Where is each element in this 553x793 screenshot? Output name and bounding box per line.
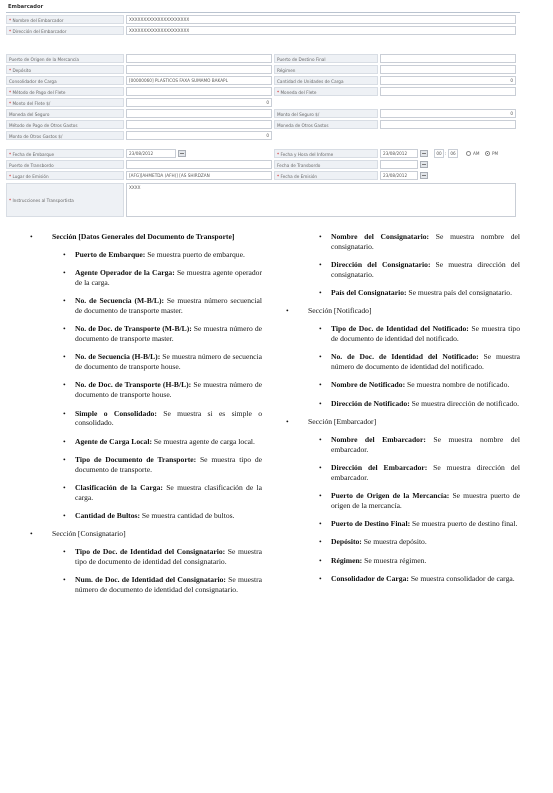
field-description [286,399,520,409]
field-explanation: Se muestra tipo de documento de identidad del notificado. [331,324,520,344]
field-description [30,324,262,344]
field-term: Nombre del Embarcador: [331,434,426,444]
calendar-icon[interactable] [420,161,428,168]
field-term: No. de Doc. de Identidad del Notificado: [331,352,479,362]
bullet-icon: • [63,483,66,493]
field-description [286,380,520,390]
bullet-icon: • [63,324,66,334]
grid-right-field[interactable]: 0 [380,109,516,118]
form-grid-row [6,98,520,107]
minute-field[interactable]: 06 [448,149,458,158]
field-explanation: Se muestra tipo de documento de transporte. [75,454,262,474]
field-description [286,556,520,566]
emision-row [6,171,520,180]
bullet-icon: • [30,232,33,241]
field-description [286,574,520,584]
fecha-transbordo-field[interactable] [380,160,418,169]
field-explanation: Se muestra agente operador de la carga. [75,268,262,287]
field-term: Régimen: [331,555,363,565]
field-description [286,519,520,529]
field-explanation: Se muestra nombre de notificado. [405,380,510,390]
time-separator: : [445,151,447,156]
field-description [30,575,262,595]
grid-left-label: * Método de Pago del Flete [6,87,124,96]
field-term: Tipo de Doc. de Identidad del Consignatario: [75,547,226,557]
shipper-address-row [6,26,520,35]
section-heading: • Sección [Embarcador] [286,417,377,427]
field-explanation: Se muestra depósito. [361,537,427,547]
bullet-icon: • [319,519,322,529]
lugar-emision-label: * Lugar de Emisión [6,171,124,180]
fecha-emision-field[interactable]: 23/08/2012 [380,171,418,180]
field-explanation: Se muestra tipo de documento de identidad del consignatario. [75,547,262,567]
bullet-icon: • [319,398,322,408]
grid-left-field[interactable] [126,120,272,129]
section-heading: • Sección [Datos Generales del Documento de Transporte] [30,232,235,241]
bullet-icon: • [319,574,322,584]
field-explanation: Se muestra número de secuencia de documento de transporte house. [75,352,263,372]
bullet-icon: • [319,537,322,547]
required-marker: * [9,18,13,23]
field-explanation: Se muestra dirección de notificado. [409,398,519,408]
left-column [30,232,262,603]
bullet-icon: • [319,352,322,362]
form-grid-row [6,120,520,129]
section-heading: • Sección [Notificado] [286,306,372,316]
grid-left-field[interactable]: 0 [126,98,272,107]
bullet-icon: • [319,324,322,334]
field-term: Tipo de Doc. de Identidad del Notificado: [331,324,469,334]
calendar-icon[interactable] [420,150,428,157]
shipper-name-label: * Nombre del Embarcador [6,15,124,24]
grid-left-field[interactable] [126,65,272,74]
field-explanation: Se muestra nombre del consignatario. [331,232,521,251]
grid-left-field[interactable] [126,54,272,63]
field-explanation: Se muestra dirección del consignatario. [331,260,520,279]
instrucciones-textarea[interactable]: XXXX [126,183,516,217]
field-description [286,435,520,455]
field-explanation: Se muestra cantidad de bultos. [140,511,235,521]
field-term: Nombre de Notificado: [331,380,406,390]
field-description [30,409,262,429]
bullet-icon: • [63,575,66,585]
field-term: Simple o Consolidado: [75,408,157,418]
field-description [30,455,262,475]
right-column [286,232,520,592]
field-description [30,547,262,567]
bullet-icon: • [286,306,289,316]
field-term: Agente de Carga Local: [75,436,152,446]
field-term: Tipo de Documento de Transporte: [75,454,197,464]
field-explanation: Se muestra puerto de embarque. [145,249,245,259]
field-term: No. de Doc. de Transporte (M-B/L): [75,324,192,334]
field-term: No. de Secuencia (M-B/L): [75,296,165,306]
grid-right-label: Régimen [274,65,378,74]
grid-right-label: Moneda de Otros Gastos [274,120,378,129]
bullet-icon: • [63,296,66,306]
field-term: Num. de Doc. de Identidad del Consignatario: [75,575,226,585]
bullet-icon: • [319,555,322,565]
form-grid-row [6,65,520,74]
field-term: Depósito: [331,537,362,547]
bullet-icon: • [63,352,66,362]
form-title: Embarcador [8,4,44,10]
bullet-icon: • [63,408,66,418]
field-explanation: Se muestra agente de carga local. [151,436,255,446]
grid-left-label: * Depósito [6,65,124,74]
field-description [30,352,262,372]
bullet-icon: • [319,380,322,390]
pm-radio[interactable] [485,151,490,156]
shipper-address-field[interactable]: XXXXXXXXXXXXXXXXXXXXX [126,26,516,35]
shipper-address-label: * Dirección del Embarcador [6,26,124,35]
grid-left-label: Moneda del Seguro [6,109,124,118]
field-explanation: Se muestra clasificación de la carga. [75,483,262,502]
field-term: Puerto de Destino Final: [331,519,411,529]
shipper-name-row [6,15,520,24]
bullet-icon: • [286,417,289,427]
grid-left-label: Consolidador de Carga [6,76,124,85]
lugar-emision-field[interactable]: [AFG][AHMETDA (AFH)] [AS SHIRDZAN [126,171,272,180]
field-explanation: Se muestra consolidador de carga. [408,574,515,584]
field-explanation: Se muestra número de documento de transporte master. [75,324,262,344]
grid-right-field[interactable] [380,120,516,129]
field-description [286,463,520,483]
field-term: Puerto de Origen de la Mercancía: [331,491,450,501]
field-term: Dirección del Embarcador: [331,462,428,472]
grid-right-field[interactable] [380,65,516,74]
field-term: Consolidador de Carga: [331,574,409,584]
field-description [30,437,262,447]
fecha-embarque-label: * Fecha de Embarque [6,149,124,158]
grid-right-label: Cantidad de Unidades de Carga [274,76,378,85]
grid-right-label: * Moneda del Flete [274,87,378,96]
grid-left-label: Monto de Otros Gastos $/ [6,131,124,140]
instrucciones-label: * Instrucciones al Transportista [6,183,124,217]
field-term: No. de Secuencia (H-B/L): [75,352,161,362]
bullet-icon: • [319,232,322,241]
grid-left-field[interactable] [126,87,272,96]
field-explanation: Se muestra número secuencial de documento de transporte master. [75,296,262,315]
form-grid-row [6,54,520,63]
field-term: Nombre del Consignatario: [331,232,430,241]
grid-left-field[interactable]: 0 [126,131,272,140]
grid-right-field[interactable]: 0 [380,76,516,85]
calendar-icon[interactable] [420,172,428,179]
required-marker: * [9,29,13,34]
field-description [286,352,520,372]
bullet-icon: • [319,260,322,270]
grid-right-label: Puerto de Destino Final [274,54,378,63]
field-explanation: Se muestra régimen. [362,555,427,565]
section-heading: • Sección [Consignatario] [30,529,126,539]
field-explanation: Se muestra puerto de destino final. [410,519,518,529]
form-grid-row [6,87,520,96]
field-term: Dirección del Consignatario: [331,260,431,270]
embarcador-form [6,2,520,244]
grid-right-label: Monto del Seguro $/ [274,109,378,118]
bullet-icon: • [63,511,66,521]
fecha-informe-label: * Fecha y Hora del Informe [274,149,378,158]
fecha-embarque-field[interactable]: 23/08/2012 [126,149,176,158]
field-term: Dirección de Notificado: [331,398,410,408]
bullet-icon: • [63,380,66,390]
puerto-transbordo-field[interactable] [126,160,272,169]
field-description [286,260,520,280]
embarque-informe-row [6,149,520,158]
transbordo-row [6,160,520,169]
field-description [30,296,262,316]
field-term: Puerto de Embarque: [75,249,146,259]
grid-left-label: Método de Pago de Otros Gastos [6,120,124,129]
field-term: No. de Doc. de Transporte (H-B/L): [75,380,192,390]
field-description [30,250,262,260]
bullet-icon: • [30,529,33,539]
am-radio[interactable] [466,151,471,156]
field-explanation: Se muestra nombre del embarcador. [331,434,520,454]
field-description [286,288,520,298]
bullet-icon: • [63,436,66,446]
form-grid-row [6,109,520,118]
field-description [30,483,262,503]
field-description [30,511,262,521]
title-divider [6,12,520,13]
grid-left-field[interactable] [126,109,272,118]
grid-left-field[interactable]: [00000060] PLASTICOS FAXA SUMAMO BAKAPL [126,76,272,85]
fecha-transbordo-label: Fecha de Transbordo [274,160,378,169]
field-explanation: Se muestra número de documento de transporte house. [75,380,263,400]
calendar-icon[interactable] [178,150,186,157]
field-explanation: Se muestra país del consignatario. [406,288,512,298]
bullet-icon: • [63,268,66,278]
field-description [30,268,262,288]
field-explanation: Se muestra número de documento de identidad del consignatario. [75,575,262,595]
field-term: País del Consignatario: [331,288,407,298]
field-explanation: Se muestra si es simple o consolidado. [75,408,262,428]
bullet-icon: • [63,547,66,557]
bullet-icon: • [63,249,66,259]
field-explanation: Se muestra dirección del embarcador. [331,462,520,482]
field-description [286,491,520,511]
bullet-icon: • [319,462,322,472]
bullet-icon: • [319,434,322,444]
field-explanation: Se muestra número de documento de identidad del notificado. [331,352,520,372]
bullet-icon: • [63,454,66,464]
bullet-icon: • [319,288,322,298]
shipper-name-field[interactable]: XXXXXXXXXXXXXXXXXXXXX [126,15,516,24]
grid-left-label: * Monto del Flete $/ [6,98,124,107]
field-term: Clasificación de la Carga: [75,483,163,493]
grid-left-label: Puerto de Origen de la Mercancía [6,54,124,63]
field-description [30,380,262,400]
puerto-transbordo-label: Puerto de Transbordo [6,160,124,169]
field-description [286,537,520,547]
field-explanation: Se muestra puerto de origen de la mercancía. [331,491,520,510]
form-grid-row [6,76,520,85]
fecha-informe-field[interactable]: 23/08/2012 [380,149,418,158]
field-term: Cantidad de Bultos: [75,511,140,521]
grid-right-field[interactable] [380,54,516,63]
pm-label: PM [492,151,499,156]
field-description [286,324,520,344]
hour-field[interactable]: 00 [434,149,444,158]
grid-right-field[interactable] [380,87,516,96]
bullet-icon: • [319,491,322,501]
form-grid-row [6,131,520,140]
field-term: Agente Operador de la Carga: [75,268,175,278]
am-label: AM [473,151,480,156]
field-description [286,232,520,252]
fecha-emision-label: * Fecha de Emisión [274,171,378,180]
